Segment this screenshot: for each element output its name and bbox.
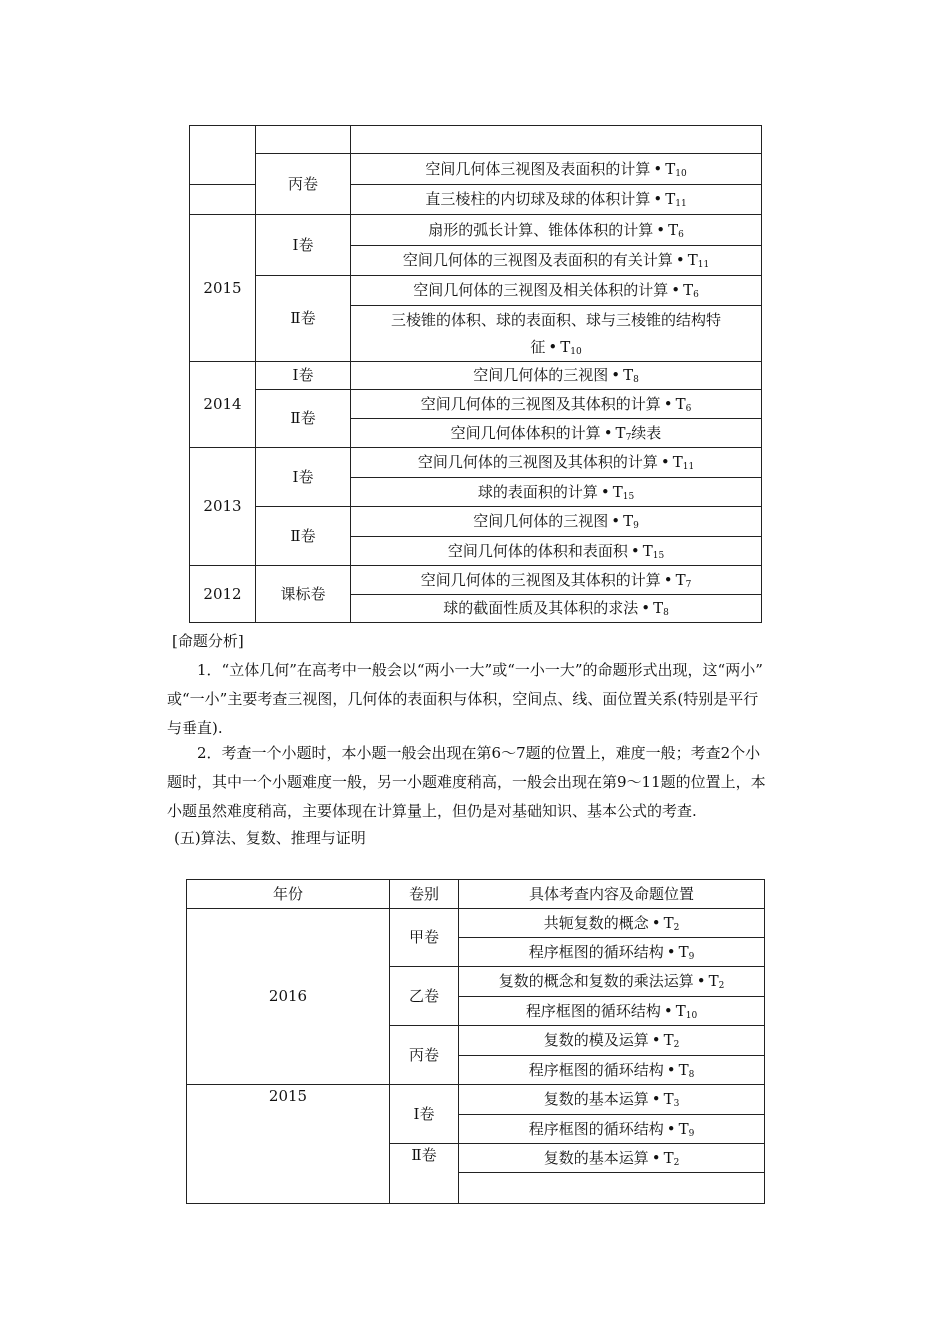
content-cell: 球的表面积的计算 • $T_{15}$	[351, 478, 762, 507]
vol-cell: Ⅱ卷	[256, 390, 351, 448]
content-cell: 空间几何体体积的计算 • $T_7$续表	[351, 419, 762, 448]
content-cell: 共轭复数的概念 • $T_2$	[459, 909, 765, 938]
exam-table-geometry	[189, 125, 762, 623]
exam-table-algorithm	[186, 879, 765, 1204]
content-cell	[351, 126, 762, 154]
content-cell: 程序框图的循环结构 • $T_{10}$	[459, 997, 765, 1026]
content-cell: 扇形的弧长计算、锥体体积的计算 • $T_6$	[351, 215, 762, 246]
year-cell: 2015	[187, 1085, 390, 1204]
header-vol: 卷别	[390, 880, 459, 909]
header-content: 具体考查内容及命题位置	[459, 880, 765, 909]
year-cell	[190, 185, 256, 215]
vol-cell: Ⅰ卷	[256, 215, 351, 276]
header-year: 年份	[187, 880, 390, 909]
content-cell: 复数的模及运算 • $T_2$	[459, 1026, 765, 1056]
vol-cell: 乙卷	[390, 967, 459, 1026]
text-line: 与垂直).	[167, 719, 223, 737]
content-cell: 空间几何体的三视图 • $T_9$	[351, 507, 762, 537]
vol-cell: 丙卷	[390, 1026, 459, 1085]
year-cell: 2013	[190, 448, 256, 566]
content-cell: 程序框图的循环结构 • $T_9$	[459, 1115, 765, 1144]
content-cell: 直三棱柱的内切球及球的体积计算 • $T_{11}$	[351, 185, 762, 215]
content-cell: 程序框图的循环结构 • $T_8$	[459, 1056, 765, 1085]
vol-cell: Ⅰ卷	[256, 448, 351, 507]
content-cell: 空间几何体的三视图及表面积的有关计算 • $T_{11}$	[351, 246, 762, 276]
analysis-heading: [命题分析]	[172, 632, 244, 650]
content-cell: 空间几何体的三视图及其体积的计算 • $T_{11}$	[351, 448, 762, 478]
text-line: 小题虽然难度稍高，主要体现在计算量上，但仍是对基础知识、基本公式的考查.	[167, 802, 697, 820]
content-cell: 空间几何体的三视图 • $T_8$	[351, 362, 762, 390]
vol-cell: Ⅰ卷	[390, 1085, 459, 1144]
analysis-paragraph-2-cont	[167, 768, 812, 826]
content-cell: 空间几何体的三视图及相关体积的计算 • $T_6$	[351, 276, 762, 306]
text-line: 或“一小”主要考查三视图，几何体的表面积与体积，空间点、线、面位置关系(特别是平行	[167, 690, 759, 708]
year-cell: 2015	[190, 215, 256, 362]
content-cell: 球的截面性质及其体积的求法 • $T_8$	[351, 595, 762, 623]
content-cell: 程序框图的循环结构 • $T_9$	[459, 938, 765, 967]
content-cell: 复数的基本运算 • $T_3$	[459, 1085, 765, 1115]
vol-cell: Ⅰ卷	[256, 362, 351, 390]
vol-cell: 课标卷	[256, 566, 351, 623]
vol-cell: 甲卷	[390, 909, 459, 967]
content-cell: 空间几何体的三视图及其体积的计算 • $T_7$	[351, 566, 762, 595]
section-title: (五)算法、复数、推理与证明	[174, 829, 366, 847]
text-line: 2．考查一个小题时，本小题一般会出现在第6～7题的位置上，难度一般；考查2个小	[197, 744, 761, 762]
vol-cell	[256, 126, 351, 154]
year-cell	[190, 126, 256, 185]
content-cell: 空间几何体的体积和表面积 • $T_{15}$	[351, 537, 762, 566]
vol-cell: 丙卷	[256, 154, 351, 215]
analysis-paragraph-1	[167, 656, 812, 685]
content-cell: 空间几何体的三视图及其体积的计算 • $T_6$	[351, 390, 762, 419]
year-cell: 2016	[187, 909, 390, 1085]
analysis-paragraph-1-cont	[167, 685, 812, 743]
vol-cell: Ⅱ卷	[256, 507, 351, 566]
text-line: 1．“立体几何”在高考中一般会以“两小一大”或“一小一大”的命题形式出现，这“两小”	[197, 661, 763, 679]
content-cell: 复数的基本运算 • $T_2$	[459, 1144, 765, 1173]
year-cell: 2014	[190, 362, 256, 448]
vol-cell: Ⅱ卷	[256, 276, 351, 362]
year-cell: 2012	[190, 566, 256, 623]
content-cell: 空间几何体三视图及表面积的计算 • $T_{10}$	[351, 154, 762, 185]
analysis-paragraph-2	[167, 739, 812, 768]
content-cell: 三棱锥的体积、球的表面积、球与三棱锥的结构特 征 • $T_{10}$	[351, 306, 762, 362]
content-cell: 复数的概念和复数的乘法运算 • $T_2$	[459, 967, 765, 997]
content-cell	[459, 1173, 765, 1204]
vol-cell: Ⅱ卷	[390, 1144, 459, 1204]
text-line: 题时，其中一个小题难度一般，另一小题难度稍高，一般会出现在第9～11题的位置上，本	[167, 773, 766, 791]
